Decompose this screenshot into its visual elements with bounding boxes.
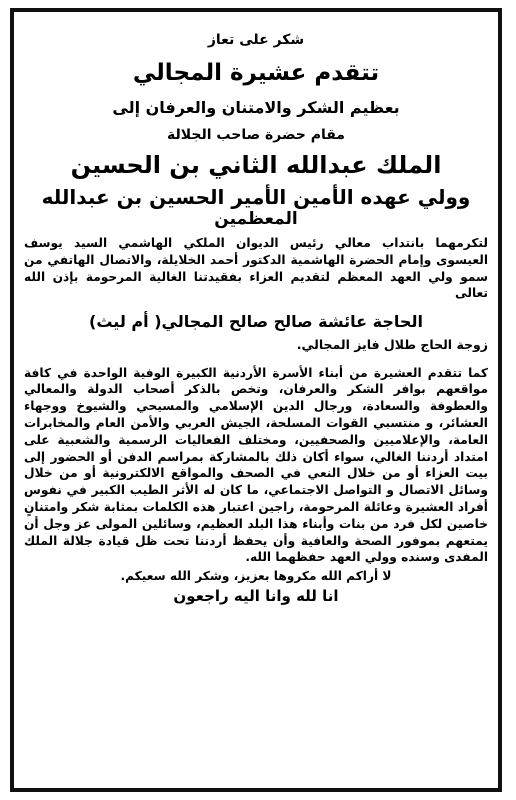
notice-kicker: شكر على تعاز [207,32,305,48]
thanks-line: لا أراكم الله مكروها بعزيز، وشكر الله سعيكم. [120,569,392,584]
wife-of-line: زوجة الحاج طلال فايز المجالي. [296,337,488,353]
crown-prince-name: وولي عهده الأمين الأمير الحسين بن عبدالله [41,185,471,209]
honored-word: المعظمين [214,209,298,229]
deceased-name: الحاجة عائشة صالح صالح المجالي( أم ليث) [89,312,423,332]
closing-verse: انا لله وانا اليه راجعون [173,587,339,606]
condolence-notice [10,8,502,792]
presence-line: مقام حضرة صاحب الجلالة [167,127,345,143]
gratitude-line: بعظيم الشكر والامتنان والعرفان إلى [112,98,400,117]
tribe-heading: تتقدم عشيرة المجالي [132,60,380,86]
body-paragraph: كما تتقدم العشيرة من أبناء الأسرة الأردنية الكبيرة الوفية الواحدة في كافة مواقعهم بوافر الشكر والعرفان، وتخص بالذكر أصحاب الدولة والمعالي والعطوفة والسعادة، ورجال الدين الإسلامي والمسيحي والشيوخ ووجهاء العشائر، و منتسبي القوات المسلحة، الجيش العربي والأمن العام والمخابرات العامة، والإعلاميين والصحفيين، ومختلف الفعاليات الرسمية والشعبية على امتداد أردننا الغالي، سواء أكان ذلك بالمشاركة بمراسم الدفن أو الحضور إلى بيت العزاء أو من خلال النعي في الصحف والمواقع الالكترونية أو من خلال وسائل الاتصال و التواصل الاجتماعي، ما كان له الأثر الطيب الكبير في نفوس أفراد العشيرة وعائلة المرحومة، راجين اعتبار هذه الكلمات بمثابة شكر وامتنانٍ خاصين لكل فرد من بنات وأبناء هذا البلد العظيم، وسائلين المولى عز وجل أن يمتعهم بموفور الصحة والعافية وأن يحفظ أردننا تحت ظل قيادة جلالة الملك المفدى وسنده وولي العهد حفظهما الله. [24,365,488,565]
king-name: الملك عبدالله الثاني بن الحسين [70,151,442,179]
intro-paragraph: لتكرمهما بانتداب معالي رئيس الديوان الملكي الهاشمي السيد يوسف العيسوى وإمام الحضرة الهاشمية الدكتور أحمد الخلايلة، والاتصال الهاتفي من سمو ولي العهد المعظم لتقديم العزاء بفقيدتنا الغالية المرحومة بإذن الله تعالى [24,236,488,301]
